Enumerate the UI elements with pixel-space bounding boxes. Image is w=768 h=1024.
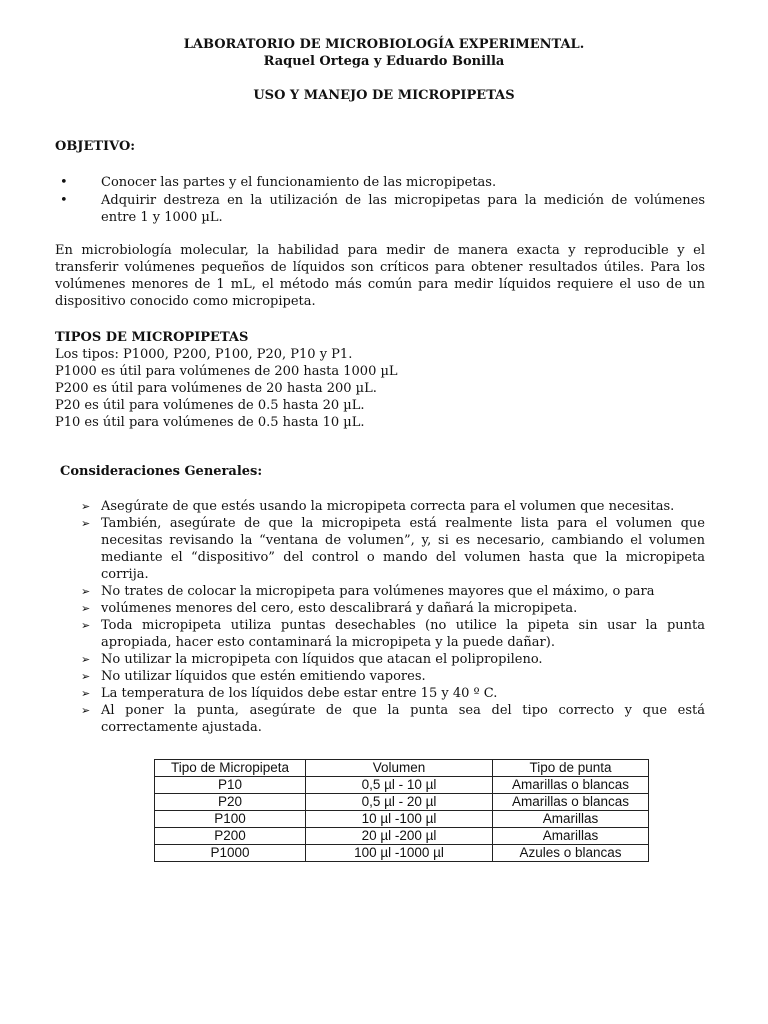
table-cell: P20: [155, 794, 306, 811]
list-item-text: Al poner la punta, asegúrate de que la punta sea del tipo correcto y que está correctamente ajustada.: [101, 703, 705, 735]
micropipette-table: [154, 759, 649, 862]
table-cell: 10 µl -100 µl: [306, 811, 493, 828]
list-item-text: volúmenes menores del cero, esto descalibrará y dañará la micropipeta.: [101, 601, 578, 616]
arrow-bullet-icon: ➢: [81, 687, 91, 700]
table-cell: 0,5 µl - 20 µl: [306, 794, 493, 811]
list-item: [81, 685, 705, 702]
list-item-text: También, asegúrate de que la micropipeta está realmente lista para el volumen que necesitas revisando la “ventana de volumen”, y, si es necesario, cambiando el volumen mediante el “dispositivo” del control o mando del volumen hasta que la micropipeta corrija.: [101, 516, 705, 582]
table-cell: 20 µl -200 µl: [306, 828, 493, 845]
list-item: [81, 515, 705, 583]
table-row: [155, 845, 649, 862]
table-cell: P10: [155, 777, 306, 794]
list-item-text: La temperatura de los líquidos debe estar entre 15 y 40 º C.: [101, 686, 498, 701]
bullet-icon: •: [60, 193, 68, 208]
arrow-bullet-icon: ➢: [81, 619, 91, 632]
table-cell: Amarillas o blancas: [493, 794, 649, 811]
micropipette-table-wrapper: [154, 759, 649, 862]
arrow-bullet-icon: ➢: [81, 517, 91, 530]
arrow-bullet-icon: ➢: [81, 653, 91, 666]
tipos-lines: [55, 346, 705, 431]
list-item: [81, 617, 705, 651]
table-cell: P1000: [155, 845, 306, 862]
table-cell: P200: [155, 828, 306, 845]
tipos-line: P1000 es útil para volúmenes de 200 hasta 1000 µL: [55, 364, 398, 379]
tipos-heading: TIPOS DE MICROPIPETAS: [55, 330, 249, 345]
table-cell: Azules o blancas: [493, 845, 649, 862]
table-cell: P100: [155, 811, 306, 828]
column-header: Volumen: [306, 760, 493, 777]
objetivo-heading: OBJETIVO:: [55, 139, 136, 154]
intro-paragraph: En microbiología molecular, la habilidad para medir de manera exacta y reproducible y el transferir volúmenes pequeños de líquidos son críticos para obtener resultados útiles. Para los volúmenes menores de 1 mL, el método más común para medir líquidos requiere el uso de un dispositivo conocido como micropipeta.: [55, 243, 705, 309]
table-cell: Amarillas o blancas: [493, 777, 649, 794]
objetivo-list: [55, 174, 705, 227]
arrow-bullet-icon: ➢: [81, 670, 91, 683]
column-header: Tipo de punta: [493, 760, 649, 777]
table-row: [155, 794, 649, 811]
table-cell: Amarillas: [493, 811, 649, 828]
arrow-bullet-icon: ➢: [81, 500, 91, 513]
column-header: Tipo de Micropipeta: [155, 760, 306, 777]
tipos-line: P10 es útil para volúmenes de 0.5 hasta 10 µL.: [55, 415, 365, 430]
table-row: [155, 828, 649, 845]
list-item: [81, 498, 705, 515]
list-item: [81, 583, 705, 600]
list-item-text: No utilizar la micropipeta con líquidos que atacan el polipropileno.: [101, 652, 543, 667]
consideraciones-heading: Consideraciones Generales:: [60, 464, 263, 479]
table-cell: 100 µl -1000 µl: [306, 845, 493, 862]
bullet-icon: •: [60, 175, 68, 190]
list-item: [81, 651, 705, 668]
table-row: [155, 777, 649, 794]
list-item: [81, 600, 705, 617]
list-item: [81, 668, 705, 685]
arrow-bullet-icon: ➢: [81, 585, 91, 598]
table-cell: Amarillas: [493, 828, 649, 845]
tipos-line: Los tipos: P1000, P200, P100, P20, P10 y P1.: [55, 347, 353, 362]
list-item-text: Conocer las partes y el funcionamiento de las micropipetas.: [101, 175, 497, 190]
list-item-text: No utilizar líquidos que estén emitiendo vapores.: [101, 669, 426, 684]
table-row: [155, 811, 649, 828]
table-cell: 0,5 µl - 10 µl: [306, 777, 493, 794]
list-item: [55, 174, 705, 191]
consideraciones-list: [81, 498, 705, 736]
list-item: [55, 192, 705, 226]
arrow-bullet-icon: ➢: [81, 704, 91, 717]
document-title: USO Y MANEJO DE MICROPIPETAS: [253, 88, 515, 103]
list-item-text: Adquirir destreza en la utilización de las micropipetas para la medición de volúmenes entre 1 y 1000 µL.: [101, 193, 705, 225]
table-header-row: [155, 760, 649, 777]
lab-title: LABORATORIO DE MICROBIOLOGÍA EXPERIMENTAL.: [183, 37, 585, 52]
authors: Raquel Ortega y Eduardo Bonilla: [263, 54, 505, 69]
list-item: [81, 702, 705, 736]
tipos-line: P20 es útil para volúmenes de 0.5 hasta 20 µL.: [55, 398, 365, 413]
list-item-text: No trates de colocar la micropipeta para volúmenes mayores que el máximo, o para: [101, 584, 655, 599]
arrow-bullet-icon: ➢: [81, 602, 91, 615]
tipos-line: P200 es útil para volúmenes de 20 hasta 200 µL.: [55, 381, 377, 396]
list-item-text: Asegúrate de que estés usando la micropipeta correcta para el volumen que necesitas.: [101, 499, 675, 514]
list-item-text: Toda micropipeta utiliza puntas desechables (no utilice la pipeta sin usar la punta apropiada, hacer esto contaminará la micropipeta y la puede dañar).: [101, 618, 705, 650]
